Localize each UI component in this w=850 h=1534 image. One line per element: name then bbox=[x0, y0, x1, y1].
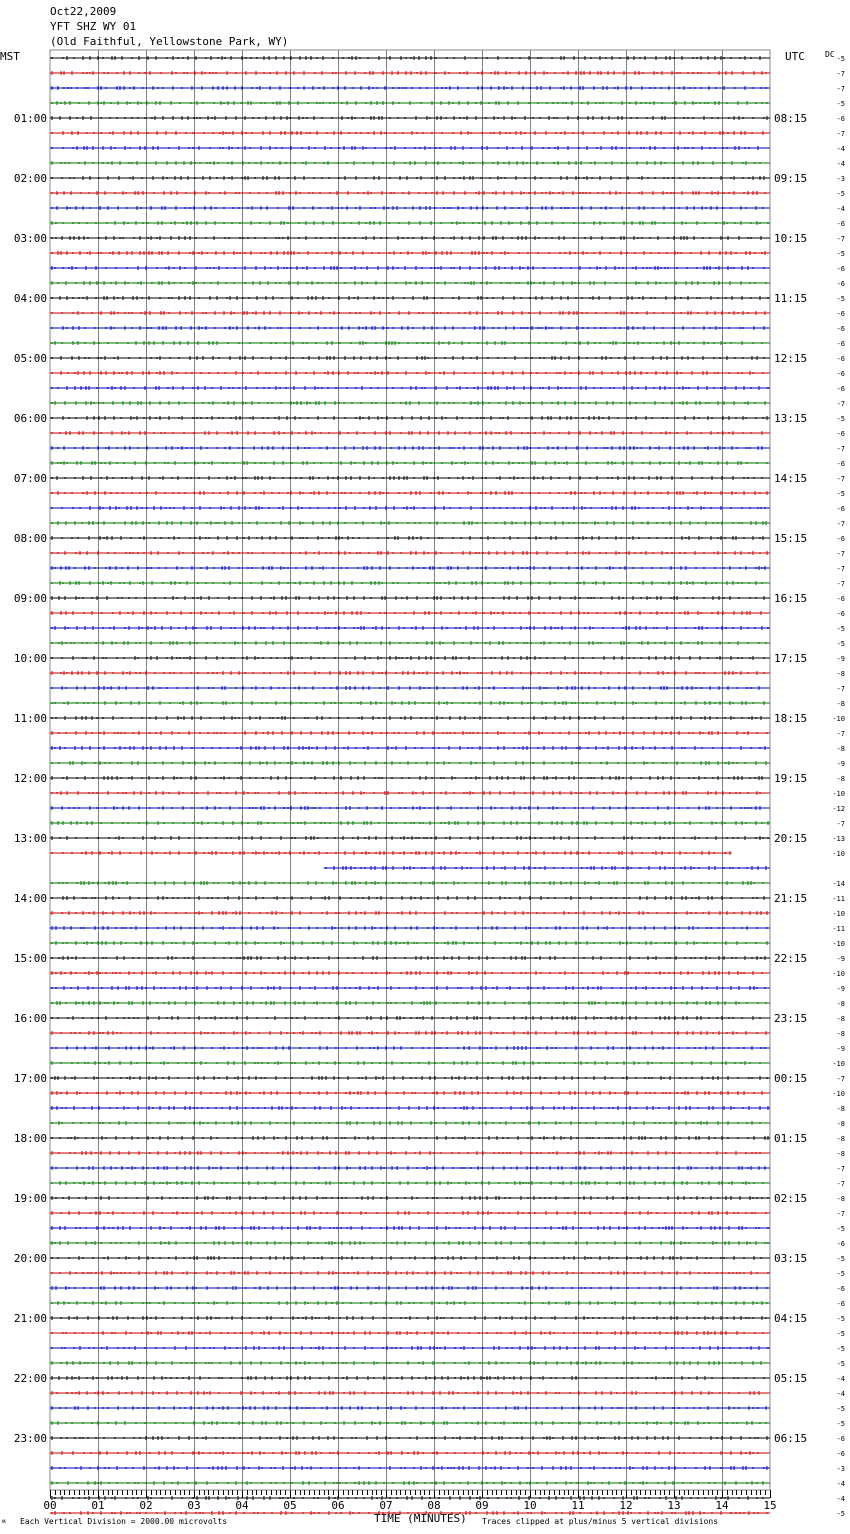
station-location: (Old Faithful, Yellowstone Park, WY) bbox=[50, 35, 289, 48]
dc-offset-label: -8 bbox=[836, 670, 845, 678]
dc-offset-label: -5 bbox=[836, 1225, 845, 1233]
x-tick-label: 11 bbox=[571, 1499, 585, 1512]
dc-offset-label: -8 bbox=[836, 1135, 845, 1143]
left-timezone-label: MST bbox=[0, 50, 20, 63]
utc-hour-label: 10:15 bbox=[774, 232, 808, 245]
dc-offset-label: -7 bbox=[836, 580, 845, 588]
mst-hour-label: 10:00 bbox=[13, 652, 47, 665]
dc-offset-label: -6 bbox=[836, 325, 845, 333]
dc-offset-label: -13 bbox=[832, 835, 845, 843]
dc-offset-label: -8 bbox=[836, 1150, 845, 1158]
x-axis-label: TIME (MINUTES) bbox=[374, 1512, 467, 1525]
dc-offset-label: -6 bbox=[836, 355, 845, 363]
dc-offset-label: -6 bbox=[836, 370, 845, 378]
x-tick-label: 01 bbox=[91, 1499, 105, 1512]
corner-mark: ʍ bbox=[2, 1518, 6, 1525]
dc-offset-label: -7 bbox=[836, 565, 845, 573]
scale-note: Each Vertical Division = 2000.00 microvolts bbox=[20, 1517, 228, 1526]
x-tick-label: 09 bbox=[475, 1499, 489, 1512]
dc-offset-label: -7 bbox=[836, 475, 845, 483]
dc-offset-label: -6 bbox=[836, 280, 845, 288]
mst-hour-label: 01:00 bbox=[13, 112, 47, 125]
dc-offset-label: -6 bbox=[836, 430, 845, 438]
dc-offset-label: -5 bbox=[836, 1345, 845, 1353]
dc-offset-label: -7 bbox=[836, 1075, 845, 1083]
mst-hour-label: 22:00 bbox=[13, 1372, 47, 1385]
utc-hour-label: 12:15 bbox=[774, 352, 808, 365]
utc-hour-label: 01:15 bbox=[774, 1132, 808, 1145]
mst-hour-label: 06:00 bbox=[13, 412, 47, 425]
dc-offset-label: -10 bbox=[832, 1090, 845, 1098]
dc-offset-label: -5 bbox=[836, 640, 845, 648]
mst-hour-label: 08:00 bbox=[13, 532, 47, 545]
x-tick-label: 00 bbox=[43, 1499, 57, 1512]
utc-hour-label: 20:15 bbox=[774, 832, 808, 845]
utc-hour-label: 04:15 bbox=[774, 1312, 808, 1325]
dc-offset-label: -10 bbox=[832, 1060, 845, 1068]
dc-offset-label: -4 bbox=[836, 160, 845, 168]
mst-hour-label: 19:00 bbox=[13, 1192, 47, 1205]
x-tick-label: 12 bbox=[619, 1499, 633, 1512]
dc-offset-label: -4 bbox=[836, 1390, 845, 1398]
dc-offset-label: -5 bbox=[836, 1330, 845, 1338]
dc-offset-label: -5 bbox=[836, 1255, 845, 1263]
dc-offset-label: -8 bbox=[836, 1030, 845, 1038]
dc-offset-label: -6 bbox=[836, 1435, 845, 1443]
dc-offset-label: -5 bbox=[836, 1510, 845, 1518]
utc-hour-label: 21:15 bbox=[774, 892, 808, 905]
dc-offset-label: -5 bbox=[836, 415, 845, 423]
dc-offset-label: -4 bbox=[836, 1495, 845, 1503]
dc-offset-label: -7 bbox=[836, 70, 845, 78]
dc-offset-label: -6 bbox=[836, 505, 845, 513]
dc-offset-label: -7 bbox=[836, 400, 845, 408]
x-tick-label: 05 bbox=[283, 1499, 297, 1512]
dc-offset-label: -6 bbox=[836, 385, 845, 393]
utc-hour-label: 08:15 bbox=[774, 112, 808, 125]
dc-offset-label: -8 bbox=[836, 1015, 845, 1023]
dc-offset-label: -8 bbox=[836, 745, 845, 753]
dc-offset-label: -6 bbox=[836, 340, 845, 348]
x-tick-label: 02 bbox=[139, 1499, 153, 1512]
mst-hour-label: 02:00 bbox=[13, 172, 47, 185]
dc-offset-label: -9 bbox=[836, 1045, 845, 1053]
dc-offset-label: -10 bbox=[832, 715, 845, 723]
mst-hour-label: 03:00 bbox=[13, 232, 47, 245]
dc-offset-label: -8 bbox=[836, 1120, 845, 1128]
dc-offset-label: -3 bbox=[836, 1465, 845, 1473]
dc-offset-label: -9 bbox=[836, 655, 845, 663]
dc-offset-label: -8 bbox=[836, 1000, 845, 1008]
utc-hour-label: 22:15 bbox=[774, 952, 808, 965]
x-tick-label: 10 bbox=[523, 1499, 537, 1512]
dc-offset-label: -7 bbox=[836, 130, 845, 138]
dc-offset-label: -5 bbox=[836, 1405, 845, 1413]
dc-offset-label: -8 bbox=[836, 775, 845, 783]
dc-offset-label: -7 bbox=[836, 1210, 845, 1218]
dc-offset-label: -6 bbox=[836, 1285, 845, 1293]
utc-hour-label: 09:15 bbox=[774, 172, 808, 185]
dc-offset-label: -5 bbox=[836, 625, 845, 633]
utc-hour-label: 18:15 bbox=[774, 712, 808, 725]
mst-hour-label: 09:00 bbox=[13, 592, 47, 605]
dc-offset-label: -5 bbox=[836, 490, 845, 498]
utc-hour-label: 16:15 bbox=[774, 592, 808, 605]
utc-hour-label: 14:15 bbox=[774, 472, 808, 485]
dc-offset-label: -10 bbox=[832, 970, 845, 978]
dc-offset-label: -3 bbox=[836, 175, 845, 183]
dc-offset-label: -6 bbox=[836, 1450, 845, 1458]
mst-hour-label: 05:00 bbox=[13, 352, 47, 365]
dc-offset-label: -6 bbox=[836, 535, 845, 543]
dc-offset-label: -4 bbox=[836, 145, 845, 153]
utc-hour-label: 03:15 bbox=[774, 1252, 808, 1265]
dc-offset-label: -5 bbox=[836, 1270, 845, 1278]
mst-hour-label: 18:00 bbox=[13, 1132, 47, 1145]
trace-noise bbox=[52, 1301, 767, 1305]
mst-hour-label: 15:00 bbox=[13, 952, 47, 965]
x-tick-label: 06 bbox=[331, 1499, 345, 1512]
dc-offset-label: -10 bbox=[832, 850, 845, 858]
x-tick-label: 08 bbox=[427, 1499, 441, 1512]
dc-offset-label: -14 bbox=[832, 880, 845, 888]
dc-offset-label: -5 bbox=[836, 55, 845, 63]
dc-offset-label: -7 bbox=[836, 820, 845, 828]
dc-offset-label: -9 bbox=[836, 985, 845, 993]
dc-offset-label: -9 bbox=[836, 760, 845, 768]
dc-offset-label: -6 bbox=[836, 460, 845, 468]
dc-offset-label: -4 bbox=[836, 205, 845, 213]
dc-offset-label: -5 bbox=[836, 1360, 845, 1368]
dc-header-label: DC bbox=[825, 50, 835, 59]
dc-offset-label: -8 bbox=[836, 700, 845, 708]
dc-offset-label: -5 bbox=[836, 190, 845, 198]
dc-offset-label: -7 bbox=[836, 85, 845, 93]
dc-offset-label: -6 bbox=[836, 1240, 845, 1248]
utc-hour-label: 15:15 bbox=[774, 532, 808, 545]
dc-offset-label: -5 bbox=[836, 1420, 845, 1428]
utc-hour-label: 11:15 bbox=[774, 292, 808, 305]
dc-offset-label: -12 bbox=[832, 805, 845, 813]
dc-offset-label: -7 bbox=[836, 730, 845, 738]
x-tick-label: 04 bbox=[235, 1499, 249, 1512]
dc-offset-label: -8 bbox=[836, 1105, 845, 1113]
utc-hour-label: 13:15 bbox=[774, 412, 808, 425]
dc-offset-label: -7 bbox=[836, 550, 845, 558]
plot-date: Oct22,2009 bbox=[50, 5, 117, 18]
dc-offset-label: -8 bbox=[836, 1195, 845, 1203]
mst-hour-label: 11:00 bbox=[13, 712, 47, 725]
dc-offset-label: -10 bbox=[832, 790, 845, 798]
dc-offset-label: -6 bbox=[836, 1300, 845, 1308]
utc-hour-label: 00:15 bbox=[774, 1072, 808, 1085]
dc-offset-label: -5 bbox=[836, 295, 845, 303]
utc-hour-label: 05:15 bbox=[774, 1372, 808, 1385]
utc-hour-label: 17:15 bbox=[774, 652, 808, 665]
mst-hour-label: 07:00 bbox=[13, 472, 47, 485]
dc-offset-label: -5 bbox=[836, 100, 845, 108]
x-tick-label: 14 bbox=[715, 1499, 729, 1512]
dc-offset-label: -7 bbox=[836, 445, 845, 453]
dc-offset-label: -6 bbox=[836, 310, 845, 318]
dc-offset-label: -6 bbox=[836, 610, 845, 618]
x-tick-label: 15 bbox=[763, 1499, 777, 1512]
mst-hour-label: 17:00 bbox=[13, 1072, 47, 1085]
dc-offset-label: -7 bbox=[836, 1180, 845, 1188]
dc-offset-label: -4 bbox=[836, 1480, 845, 1488]
utc-hour-label: 02:15 bbox=[774, 1192, 808, 1205]
dc-offset-label: -9 bbox=[836, 955, 845, 963]
dc-offset-label: -10 bbox=[832, 940, 845, 948]
dc-offset-label: -6 bbox=[836, 595, 845, 603]
dc-offset-label: -7 bbox=[836, 1165, 845, 1173]
dc-offset-label: -5 bbox=[836, 1315, 845, 1323]
clip-note: Traces clipped at plus/minus 5 vertical divisions bbox=[482, 1517, 719, 1526]
x-tick-label: 07 bbox=[379, 1499, 393, 1512]
dc-offset-label: -6 bbox=[836, 220, 845, 228]
utc-hour-label: 23:15 bbox=[774, 1012, 808, 1025]
right-timezone-label: UTC bbox=[785, 50, 805, 63]
dc-offset-label: -7 bbox=[836, 520, 845, 528]
mst-hour-label: 13:00 bbox=[13, 832, 47, 845]
mst-hour-label: 14:00 bbox=[13, 892, 47, 905]
utc-hour-label: 19:15 bbox=[774, 772, 808, 785]
mst-hour-label: 23:00 bbox=[13, 1432, 47, 1445]
station-code: YFT SHZ WY 01 bbox=[50, 20, 137, 33]
dc-offset-label: -4 bbox=[836, 1375, 845, 1383]
dc-offset-label: -5 bbox=[836, 250, 845, 258]
x-tick-label: 13 bbox=[667, 1499, 681, 1512]
dc-offset-label: -7 bbox=[836, 235, 845, 243]
mst-hour-label: 16:00 bbox=[13, 1012, 47, 1025]
x-tick-label: 03 bbox=[187, 1499, 201, 1512]
mst-hour-label: 04:00 bbox=[13, 292, 47, 305]
dc-offset-label: -6 bbox=[836, 115, 845, 123]
mst-hour-label: 21:00 bbox=[13, 1312, 47, 1325]
mst-hour-label: 12:00 bbox=[13, 772, 47, 785]
dc-offset-label: -6 bbox=[836, 265, 845, 273]
dc-offset-label: -7 bbox=[836, 685, 845, 693]
mst-hour-label: 20:00 bbox=[13, 1252, 47, 1265]
dc-offset-label: -11 bbox=[832, 895, 845, 903]
dc-offset-label: -11 bbox=[832, 925, 845, 933]
utc-hour-label: 06:15 bbox=[774, 1432, 808, 1445]
dc-offset-label: -10 bbox=[832, 910, 845, 918]
